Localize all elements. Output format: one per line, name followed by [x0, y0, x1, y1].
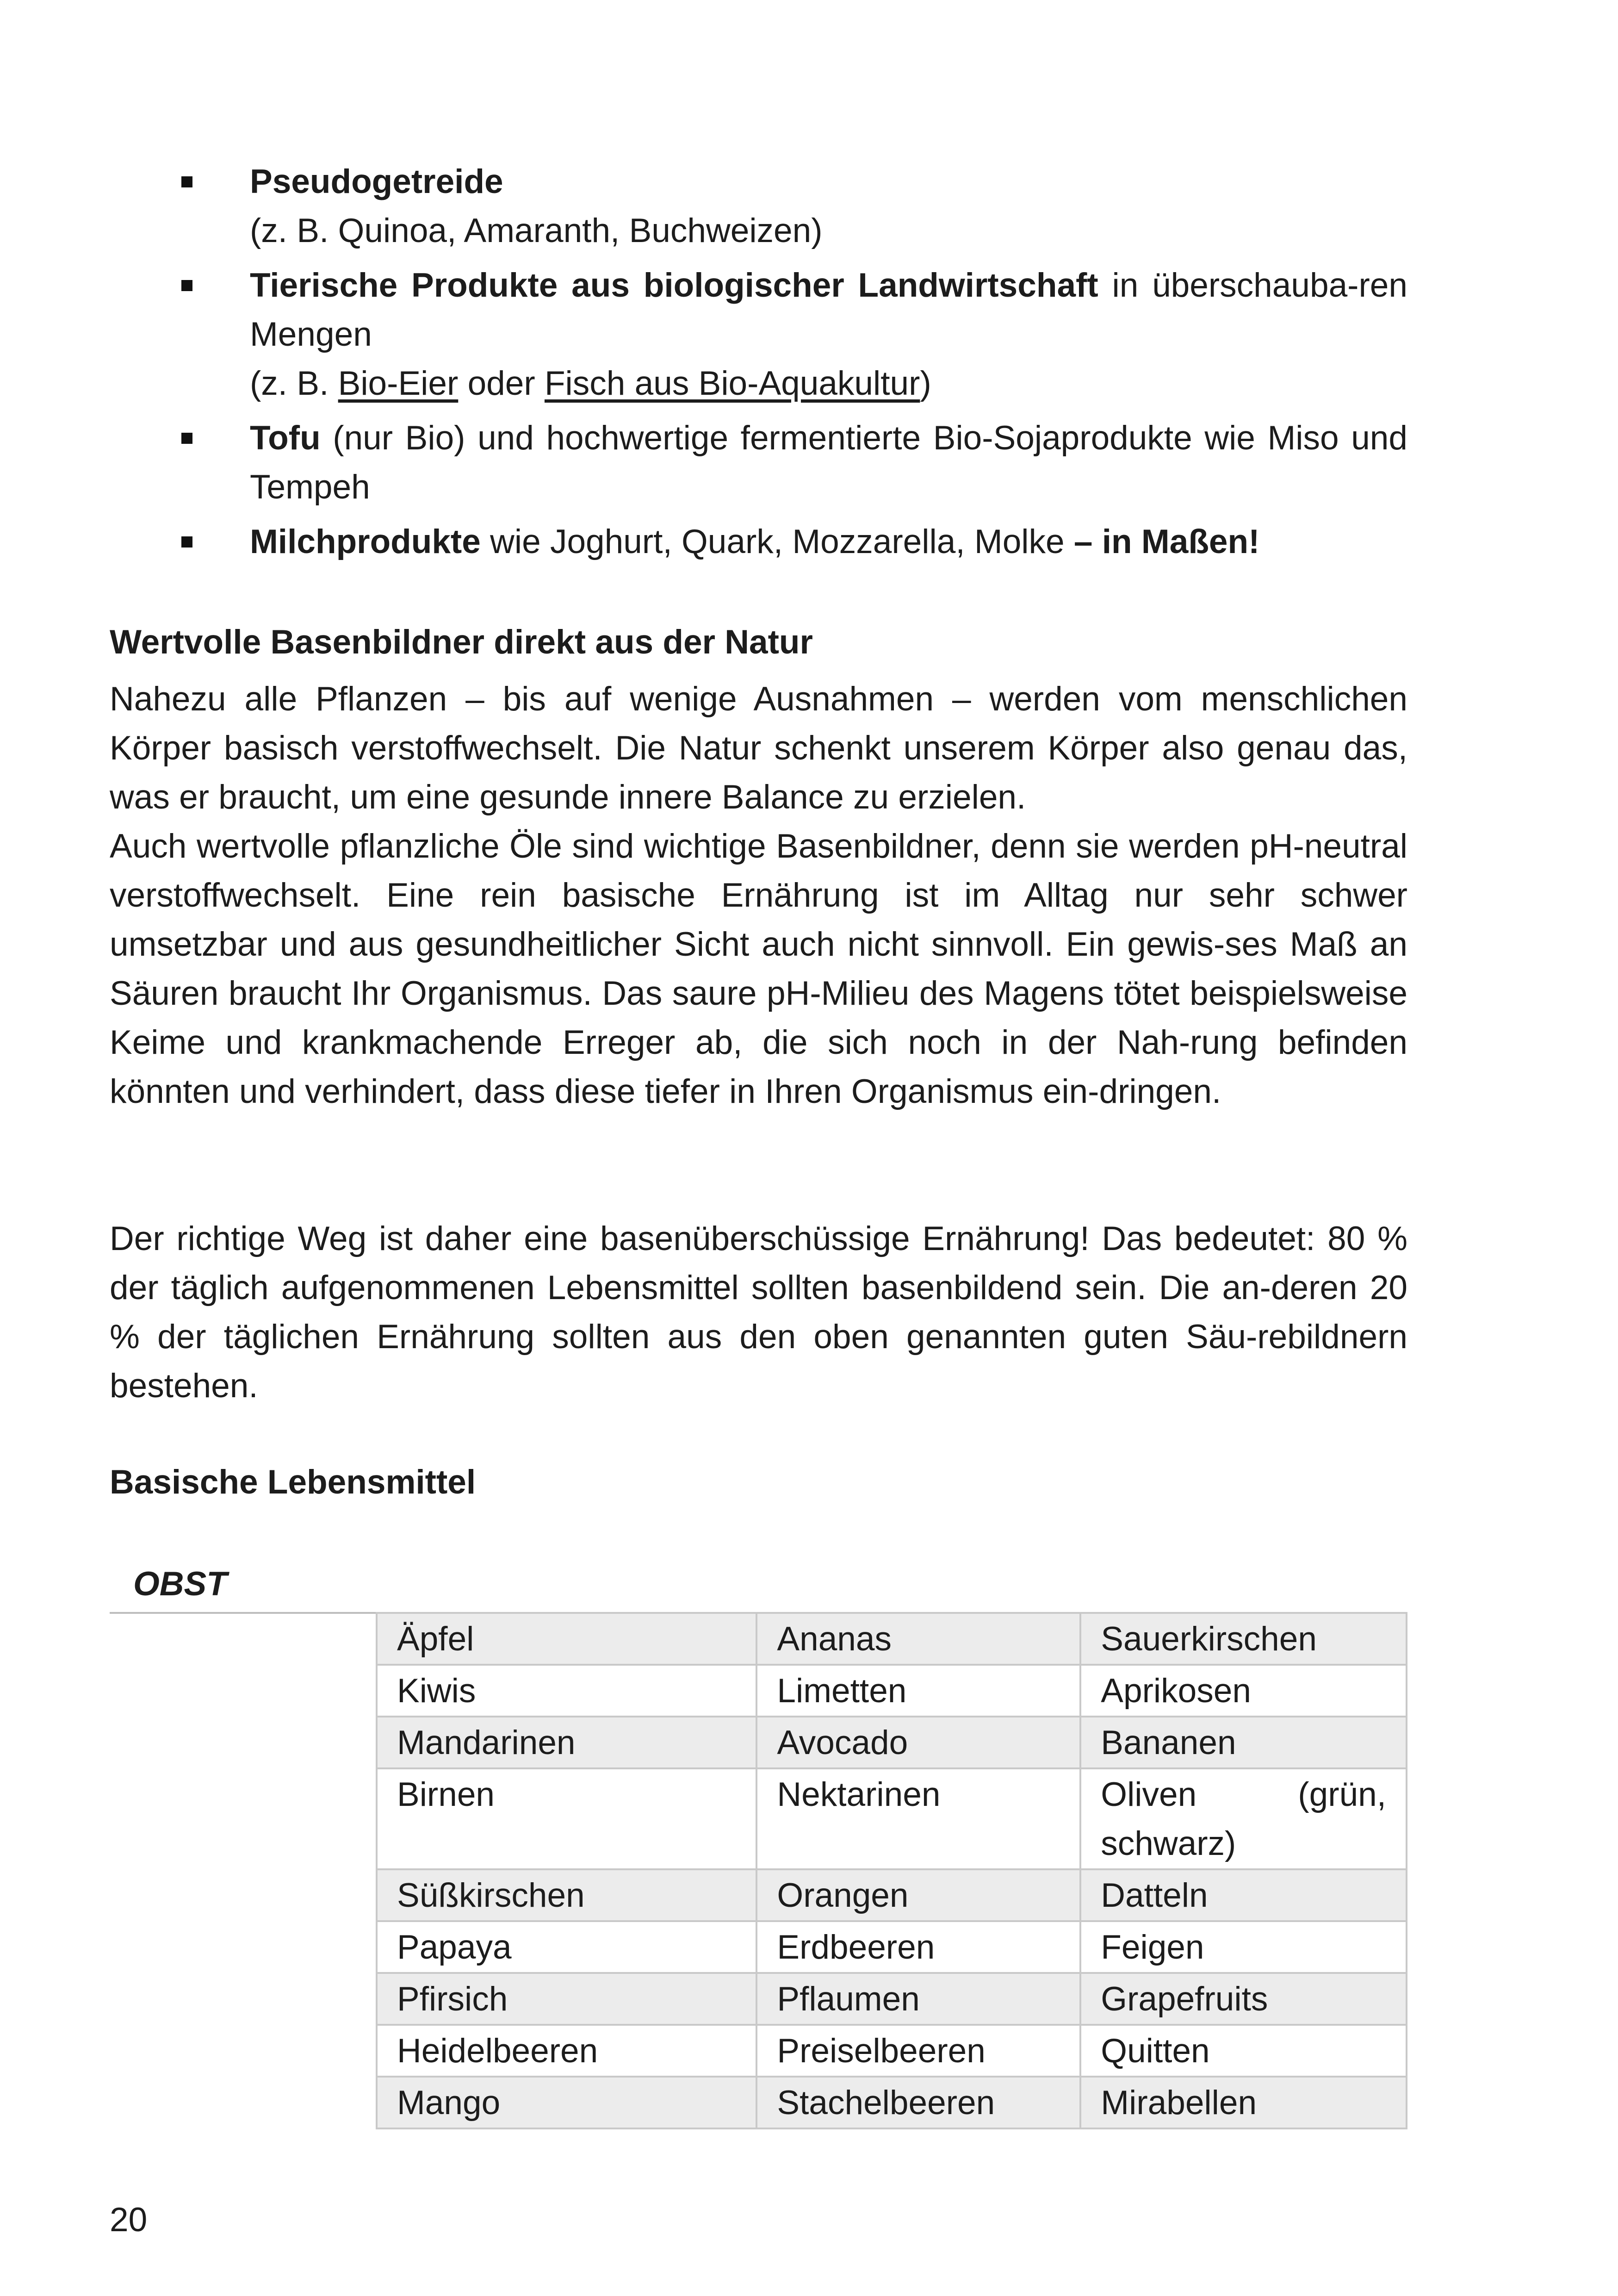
fruit-table — [376, 1612, 1407, 2129]
table-cell: Erdbeeren — [756, 1921, 1080, 1973]
table-row — [377, 2025, 1407, 2077]
table-row — [377, 1613, 1407, 1665]
table-row — [377, 1973, 1407, 2025]
table-cell: Ananas — [756, 1613, 1080, 1665]
table-cell: Kiwis — [377, 1665, 756, 1717]
list-item — [110, 414, 1407, 512]
table-cell: Papaya — [377, 1921, 756, 1973]
table-row — [377, 1869, 1407, 1921]
bullet-title: Pseudogetreide — [250, 163, 503, 200]
table-cell: Heidelbeeren — [377, 2025, 756, 2077]
table-cell: Aprikosen — [1080, 1665, 1407, 1717]
bullet-example-mid: oder — [458, 365, 545, 402]
table-row — [377, 1921, 1407, 1973]
bullet-text: in überschauba-ren Mengen — [250, 267, 1407, 353]
square-bullet-icon — [181, 433, 192, 444]
table-cell: Avocado — [756, 1717, 1080, 1768]
table-row — [377, 1768, 1407, 1869]
bullet-example: (z. B. Quinoa, Amaranth, Buchweizen) — [250, 212, 823, 249]
bullet-title: Milchprodukte — [250, 523, 481, 560]
table-cell: Bananen — [1080, 1717, 1407, 1768]
table-cell: Mirabellen — [1080, 2077, 1407, 2128]
page-number: 20 — [110, 2201, 148, 2239]
table-cell: Birnen — [377, 1768, 756, 1869]
table-cell: Quitten — [1080, 2025, 1407, 2077]
paragraph-2: Auch wertvolle pflanzliche Öle sind wichtige Basenbildner, denn sie werden pH-neutral verstoffwechselt. Eine rein basische Ernährung ist im Alltag nur sehr schwer umsetzbar und aus gesundheitlicher Sicht auch nicht sinnvoll. Ein gewis-ses Maß an Säuren braucht Ihr Organismus. Das saure pH-Milieu des Magens tötet beispielsweise Keime und krankmachende Erreger ab, die sich noch in der Nah-rung befinden könnten und verhindert, dass diese tiefer in Ihren Organismus ein-dringen. — [110, 828, 1407, 1110]
table-cell: Datteln — [1080, 1869, 1407, 1921]
table-cell: Nektarinen — [756, 1768, 1080, 1869]
square-bullet-icon — [181, 280, 192, 291]
table-cell: Pflaumen — [756, 1973, 1080, 2025]
bullet-example-suffix: ) — [920, 365, 931, 402]
table-cell: Mango — [377, 2077, 756, 2128]
table-cell: Pfirsich — [377, 1973, 756, 2025]
list-item — [110, 157, 1407, 255]
table-cell: Preiselbeeren — [756, 2025, 1080, 2077]
table-cell: Süßkirschen — [377, 1869, 756, 1921]
table-cell: Mandarinen — [377, 1717, 756, 1768]
table-cell: Orangen — [756, 1869, 1080, 1921]
list-item — [110, 517, 1407, 566]
paragraph-1: Nahezu alle Pflanzen – bis auf wenige Ausnahmen – werden vom menschlichen Körper basisch verstoffwechselt. Die Natur schenkt unserem Körper also genau das, was er braucht, um eine gesunde innere Balance zu erzielen. — [110, 680, 1407, 816]
table-cell: Grapefruits — [1080, 1973, 1407, 2025]
bullet-text: (nur Bio) und hochwertige fermentierte Bio-Sojaprodukte wie Miso und Tempeh — [250, 419, 1407, 506]
food-bullet-list — [110, 157, 1407, 572]
bullet-text: wie Joghurt, Quark, Mozzarella, Molke — [480, 523, 1074, 560]
link-bio-eier[interactable]: Bio-Eier — [338, 365, 459, 402]
bullet-title: Tierische Produkte aus biologischer Landwirtschaft — [250, 267, 1098, 304]
section-heading-basische-lebensmittel: Basische Lebensmittel — [110, 1463, 476, 1501]
square-bullet-icon — [181, 536, 192, 548]
paragraph-3: Der richtige Weg ist daher eine basenüberschüssige Ernährung! Das bedeutet: 80 % der täglich aufgenommenen Lebensmittel sollten basenbildend sein. Die an-deren 20 % der täglichen Ernährung sollten aus den oben genannten guten Säu-rebildnern bestehen. — [110, 1220, 1407, 1405]
section-heading-basenbildner: Wertvolle Basenbildner direkt aus der Natur — [110, 623, 813, 661]
table-cell: Limetten — [756, 1665, 1080, 1717]
table-row — [377, 2077, 1407, 2128]
bullet-title: Tofu — [250, 419, 321, 457]
table-cell: Äpfel — [377, 1613, 756, 1665]
table-row — [377, 1665, 1407, 1717]
list-item — [110, 261, 1407, 408]
square-bullet-icon — [181, 176, 192, 187]
table-cell: Feigen — [1080, 1921, 1407, 1973]
bullet-example-prefix: (z. B. — [250, 365, 338, 402]
table-cell: Stachelbeeren — [756, 2077, 1080, 2128]
table-label-obst: OBST — [133, 1565, 227, 1603]
table-cell: Sauerkirschen — [1080, 1613, 1407, 1665]
table-cell: Oliven (grün, schwarz) — [1080, 1768, 1407, 1869]
table-row — [377, 1717, 1407, 1768]
link-bio-aquakultur[interactable]: Fisch aus Bio-Aquakultur — [544, 365, 920, 402]
bullet-emphasis: – in Maßen! — [1073, 523, 1260, 560]
